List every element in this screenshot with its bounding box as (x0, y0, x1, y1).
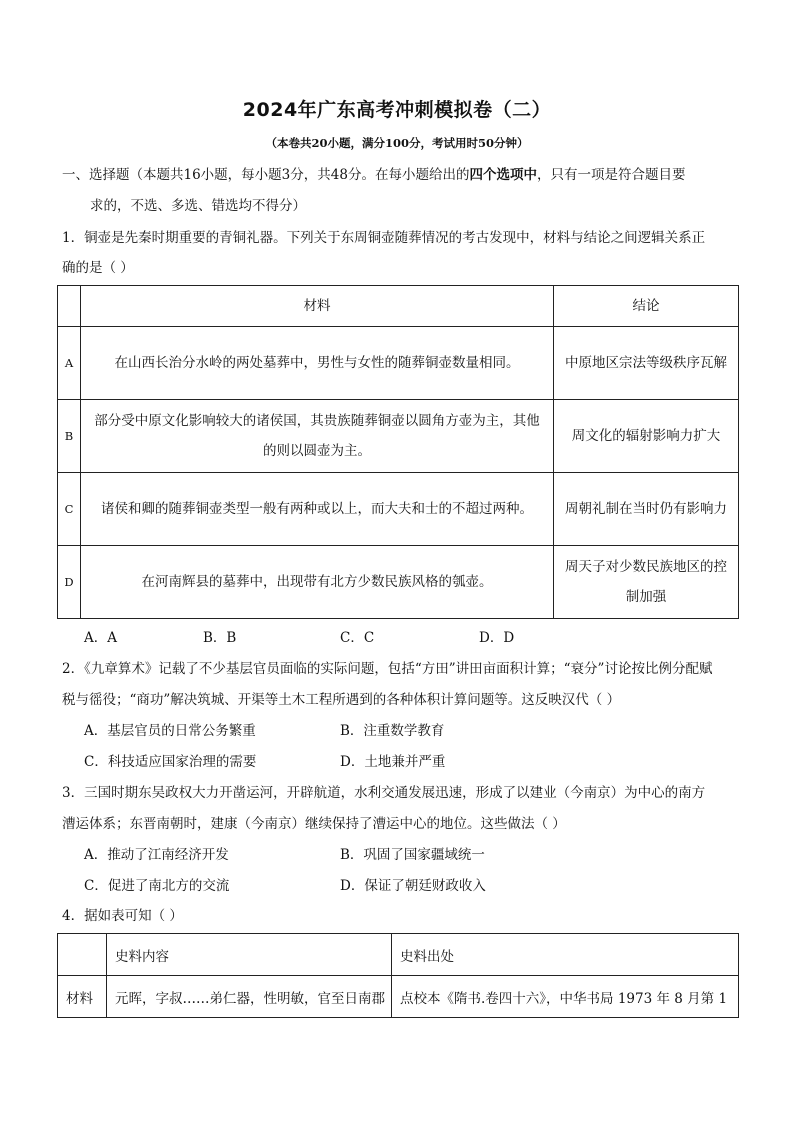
row-conclusion: 中原地区宗法等级秩序瓦解 (554, 327, 739, 400)
question-3-option-a[interactable]: A．推动了江南经济开发 (84, 847, 229, 863)
question-1-option-c[interactable]: C．C (340, 630, 375, 646)
table-header-content: 史料内容 (107, 934, 392, 976)
question-4-stem: 4．据如表可知（ ） (62, 908, 183, 924)
table-header-blank (58, 934, 107, 976)
question-2-option-b[interactable]: B．注重数学教育 (340, 723, 445, 739)
row-material: 在山西长治分水岭的两处墓葬中，男性与女性的随葬铜壶数量相同。 (81, 327, 554, 400)
row-source: 点校本《隋书.卷四十六》，中华书局 1973 年 8 月第 1 (392, 976, 739, 1018)
row-conclusion: 周文化的辐射影响力扩大 (554, 400, 739, 473)
section-instructions-line2: 求的，不选、多选、错选均不得分） (90, 198, 306, 214)
row-label: B (58, 400, 81, 473)
question-3-stem-line2: 漕运体系；东晋南朝时，建康（今南京）继续保持了漕运中心的地位。这些做法（ ） (62, 816, 566, 832)
question-3-option-b[interactable]: B．巩固了国家疆域统一 (340, 847, 485, 863)
table-row (58, 473, 739, 546)
table-row (58, 976, 739, 1018)
section-instructions-emphasis: 四个选项中 (469, 167, 537, 183)
question-1-option-d[interactable]: D．D (479, 630, 515, 646)
question-2-stem-line1: 2．《九章算术》记载了不少基层官员面临的实际问题，包括“方田”讲田亩面积计算；“衰分”讨论按比例分配赋 (62, 661, 713, 677)
row-material: 部分受中原文化影响较大的诸侯国，其贵族随葬铜壶以圆角方壶为主，其他的则以圆壶为主。 (81, 400, 554, 473)
question-1-stem-line1: 1．铜壶是先秦时期重要的青铜礼器。下列关于东周铜壶随葬情况的考古发现中，材料与结论之间逻辑关系正 (62, 230, 706, 246)
question-3-option-c[interactable]: C．促进了南北方的交流 (84, 878, 230, 894)
row-label: C (58, 473, 81, 546)
table-header-blank (58, 286, 81, 327)
row-material: 在河南辉县的墓葬中，出现带有北方少数民族风格的瓠壶。 (81, 546, 554, 619)
question-1-stem-line2: 确的是（ ） (62, 260, 134, 276)
table-row (58, 546, 739, 619)
question-2-stem-line2: 税与徭役；“商功”解决筑城、开渠等土木工程所遇到的各种体积计算问题等。这反映汉代（ ） (62, 692, 621, 708)
question-3-option-d[interactable]: D．保证了朝廷财政收入 (340, 878, 486, 894)
table-header-conclusion: 结论 (554, 286, 739, 327)
row-label: 材料 (58, 976, 107, 1018)
question-4-table (57, 933, 739, 1018)
section-instructions-text-a: 一、选择题（本题共16小题，每小题3分，共48分。在每小题给出的 (62, 167, 470, 183)
question-1-option-a[interactable]: A．A (84, 630, 117, 646)
row-label: D (58, 546, 81, 619)
section-instructions-line1 (62, 165, 685, 185)
table-header-row (58, 934, 739, 976)
table-header-source: 史料出处 (392, 934, 739, 976)
question-2-option-d[interactable]: D．土地兼并严重 (340, 754, 446, 770)
exam-subtitle: （本卷共20小题，满分100分，考试用时50分钟） (265, 136, 529, 150)
table-header-row (58, 286, 739, 327)
row-material: 诸侯和卿的随葬铜壶类型一般有两种或以上，而大夫和士的不超过两种。 (81, 473, 554, 546)
question-1-table (57, 285, 739, 619)
row-content: 元晖，字叔……弟仁器，性明敏，官至日南郡 (107, 976, 392, 1018)
row-label: A (58, 327, 81, 400)
question-2-option-c[interactable]: C．科技适应国家治理的需要 (84, 754, 257, 770)
section-instructions-text-c: ，只有一项是符合题目要 (536, 167, 686, 183)
page-title: 2024年广东高考冲刺模拟卷（二） (242, 99, 552, 121)
table-header-material: 材料 (81, 286, 554, 327)
table-row (58, 400, 739, 473)
table-row (58, 327, 739, 400)
row-conclusion: 周天子对少数民族地区的控制加强 (554, 546, 739, 619)
question-1-option-b[interactable]: B．B (203, 630, 237, 646)
question-3-stem-line1: 3．三国时期东吴政权大力开凿运河，开辟航道，水利交通发展迅速，形成了以建业（今南京）为中心的南方 (62, 785, 706, 801)
question-2-option-a[interactable]: A．基层官员的日常公务繁重 (84, 723, 256, 739)
row-conclusion: 周朝礼制在当时仍有影响力 (554, 473, 739, 546)
